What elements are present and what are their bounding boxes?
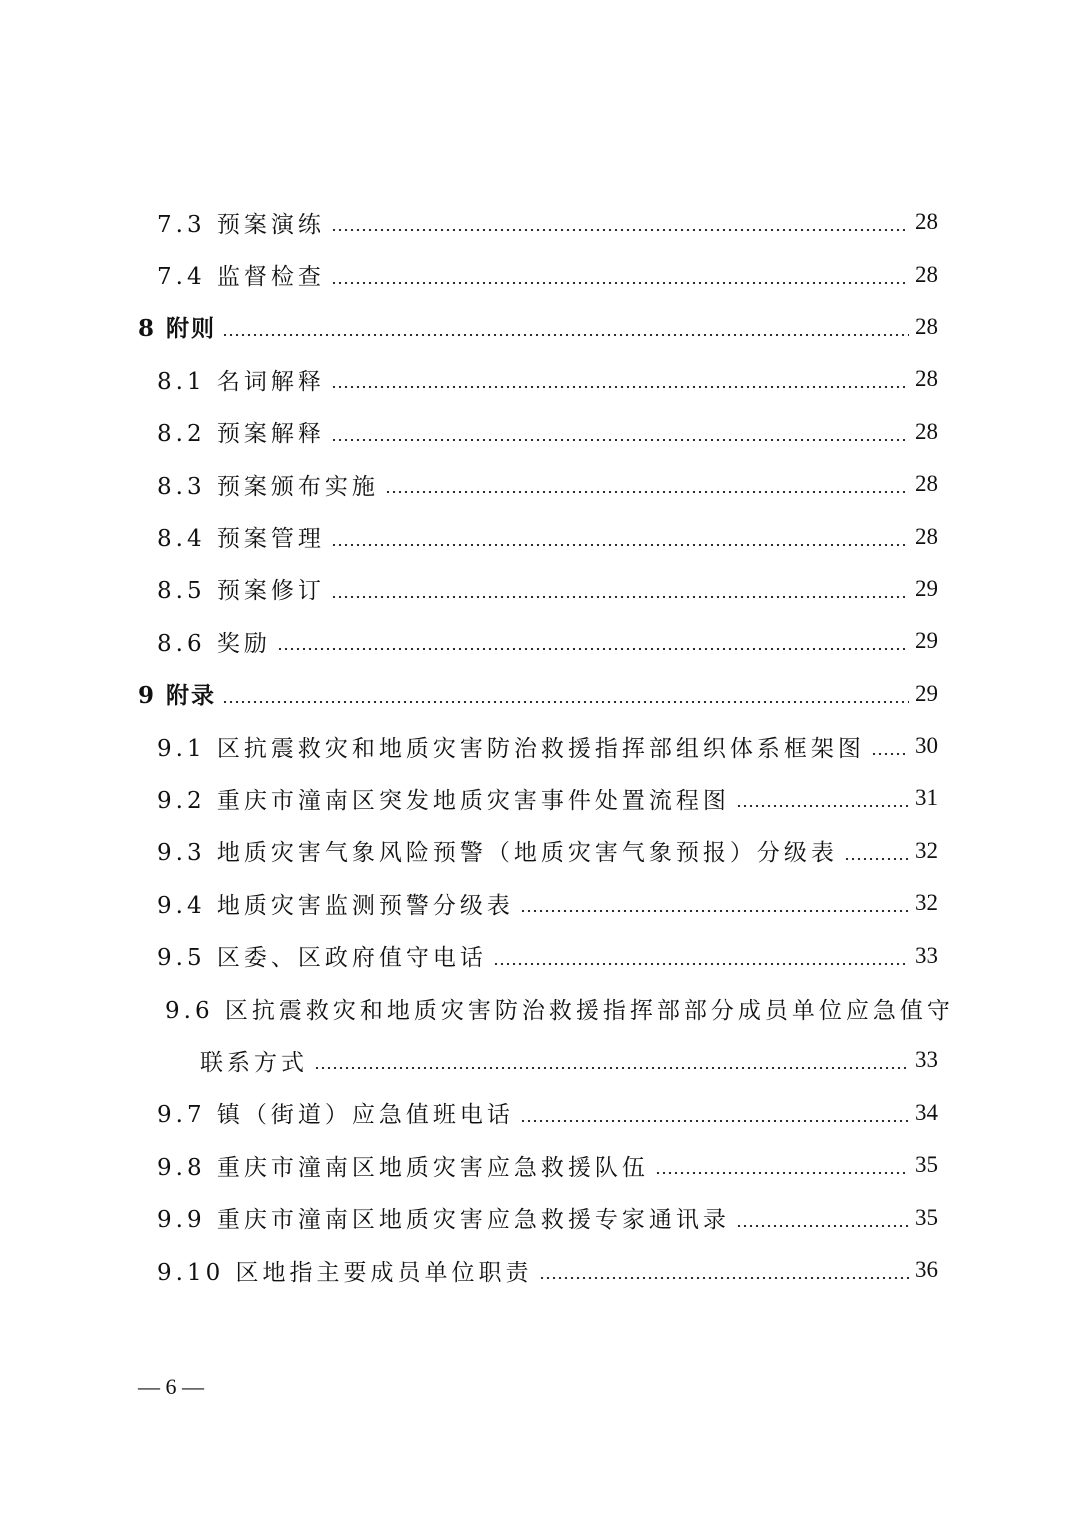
toc-page-number: 32 [915, 890, 938, 916]
dot-leader [277, 648, 909, 650]
toc-page-number: 29 [915, 680, 938, 706]
toc-page-number: 28 [915, 261, 938, 287]
toc-page-number: 34 [915, 1099, 938, 1125]
toc-entry[interactable] [157, 353, 938, 405]
dot-leader [314, 1067, 909, 1069]
toc-entry-label: 8.1 名词解释 [157, 368, 325, 395]
dot-leader [871, 753, 909, 755]
toc-page-number: 29 [915, 575, 938, 601]
toc-entry[interactable] [157, 929, 938, 981]
toc-entry[interactable] [157, 248, 938, 300]
toc-page-number: 36 [915, 1257, 938, 1282]
dot-leader [736, 805, 909, 807]
toc-entry-wrapped-line2[interactable] [200, 1034, 938, 1086]
toc-page-number: 28 [915, 209, 938, 235]
toc-section-entry[interactable] [138, 301, 938, 353]
toc-entry[interactable] [157, 825, 938, 877]
toc-entry[interactable] [157, 1087, 938, 1139]
toc-page-number: 33 [915, 1047, 938, 1073]
dot-leader [520, 910, 909, 912]
dot-leader [520, 1120, 909, 1122]
dot-leader [331, 282, 909, 284]
toc-page-number: 28 [915, 366, 938, 392]
dot-leader [539, 1277, 909, 1279]
dot-leader [385, 491, 909, 493]
toc-page-number: 28 [915, 418, 938, 444]
toc-page-number: 29 [915, 628, 938, 654]
toc-entry[interactable] [157, 615, 938, 667]
toc-entry[interactable] [157, 406, 938, 458]
dot-leader [331, 439, 909, 441]
toc-entry[interactable] [157, 1139, 938, 1191]
toc-entry[interactable] [157, 720, 938, 772]
toc-page-number: 31 [915, 785, 938, 811]
toc-entry-label: 8.4 预案管理 [157, 526, 325, 553]
toc-page-number: 28 [915, 313, 938, 339]
toc-entry-label: 9.4 地质灾害监测预警分级表 [157, 892, 514, 919]
dot-leader [331, 544, 909, 546]
page-number-footer: — 6 — [138, 1374, 204, 1399]
toc-entry[interactable] [157, 510, 938, 562]
toc-entry-wrapped-line1[interactable] [165, 982, 954, 1034]
dot-leader [844, 858, 909, 860]
dot-leader [493, 963, 909, 965]
toc-entry-label: 7.3 预案演练 [157, 211, 325, 238]
toc-entry[interactable] [157, 772, 938, 824]
toc-entry-label: 7.4 监督检查 [157, 264, 325, 291]
toc-entry-label-continued: 联系方式 [200, 1049, 308, 1076]
dot-leader [222, 701, 909, 703]
dot-leader [736, 1225, 909, 1227]
toc-page-number: 30 [915, 733, 938, 759]
toc-entry[interactable] [157, 1244, 938, 1296]
toc-entry-label: 9.10 区地指主要成员单位职责 [157, 1259, 533, 1286]
toc-page-number: 32 [915, 837, 938, 863]
toc-entry-label: 9 附录 [138, 682, 217, 710]
toc-entry-label: 9.8 重庆市潼南区地质灾害应急救援队伍 [157, 1154, 649, 1181]
toc-entry-label: 9.6 区抗震救灾和地质灾害防治救援指挥部部分成员单位应急值守 [165, 997, 954, 1024]
toc-entry-label: 8.2 预案解释 [157, 421, 325, 448]
toc-page-number: 35 [915, 1152, 938, 1178]
toc-page-number: 28 [915, 523, 938, 549]
table-of-contents [0, 196, 1074, 1296]
toc-page-number: 35 [915, 1204, 938, 1230]
toc-entry-label: 9.3 地质灾害气象风险预警（地质灾害气象预报）分级表 [157, 840, 838, 867]
toc-entry-label: 9.5 区委、区政府值守电话 [157, 945, 487, 972]
dot-leader [331, 596, 909, 598]
toc-page-number: 33 [915, 942, 938, 968]
dot-leader [222, 334, 909, 336]
toc-entry-label: 8.5 预案修订 [157, 578, 325, 605]
toc-entry[interactable] [157, 458, 938, 510]
toc-entry-label: 8.6 奖励 [157, 630, 271, 657]
toc-entry[interactable] [157, 196, 938, 248]
toc-entry-label: 9.2 重庆市潼南区突发地质灾害事件处置流程图 [157, 787, 730, 814]
toc-entry-label: 8.3 预案颁布实施 [157, 473, 379, 500]
toc-page-number: 28 [915, 471, 938, 497]
toc-entry-label: 9.9 重庆市潼南区地质灾害应急救援专家通讯录 [157, 1207, 730, 1234]
toc-entry-label: 9.7 镇（街道）应急值班电话 [157, 1102, 514, 1129]
dot-leader [331, 229, 909, 231]
toc-section-entry[interactable] [138, 668, 938, 720]
toc-entry[interactable] [157, 1191, 938, 1243]
toc-entry-label: 9.1 区抗震救灾和地质灾害防治救援指挥部组织体系框架图 [157, 735, 865, 762]
toc-entry[interactable] [157, 877, 938, 929]
dot-leader [655, 1172, 909, 1174]
dot-leader [331, 386, 909, 388]
toc-entry-label: 8 附则 [138, 315, 217, 343]
toc-entry[interactable] [157, 563, 938, 615]
